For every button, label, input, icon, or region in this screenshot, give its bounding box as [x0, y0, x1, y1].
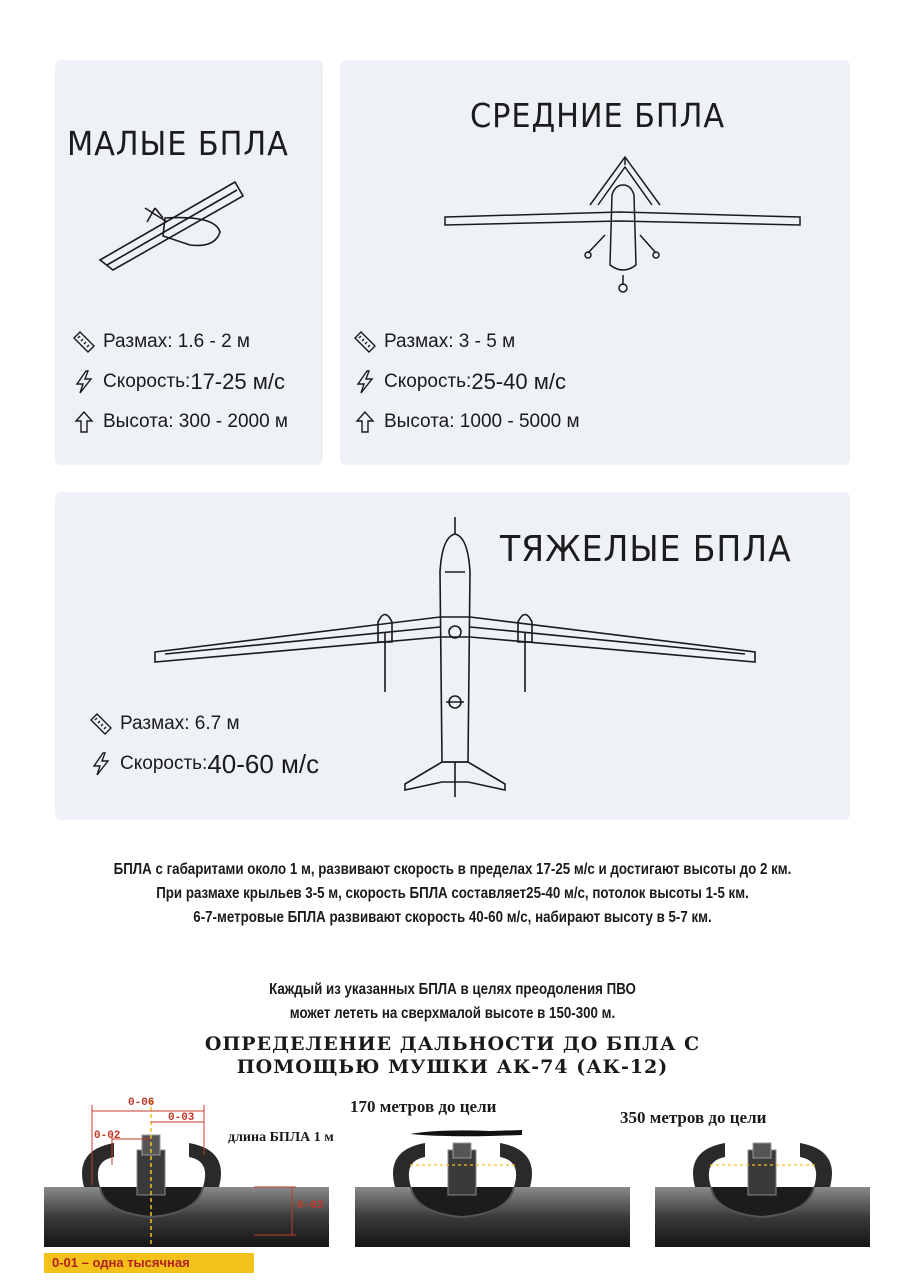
medium-uav-drawing [440, 155, 805, 300]
mark-003-top: 0-03 [168, 1112, 195, 1124]
specs-small [71, 322, 288, 442]
ruler-icon [71, 329, 97, 355]
lightning-icon [88, 751, 114, 777]
spec-altitude [71, 402, 288, 442]
title-heavy-uav: ТЯЖЕЛЫЕ БПЛА [500, 529, 792, 570]
card-small-uav [55, 60, 323, 465]
range-title-line-1: ОПРЕДЕЛЕНИЕ ДАЛЬНОСТИ ДО БПЛА С [204, 1033, 701, 1055]
mark-006: 0-06 [128, 1097, 155, 1109]
speed-label: Скорость: [120, 753, 208, 774]
altitude-text: Высота: 300 - 2000 м [103, 411, 288, 432]
front-sight-diagram-170 [355, 1135, 630, 1255]
ruler-icon [352, 329, 378, 355]
note-line-1: Каждый из указанных БПЛА в целях преодоления ПВО [269, 981, 636, 998]
small-uav-drawing [95, 170, 245, 280]
altitude-text: Высота: 1000 - 5000 м [384, 411, 580, 432]
description-line-3: 6-7-метровые БПЛА развивают скорость 40-60 м/с, набирают высоту в 5-7 км. [193, 909, 712, 926]
uav-silhouette-icon [410, 1125, 525, 1141]
arrow-up-icon [71, 409, 97, 435]
span-text: Размах: 6.7 м [120, 713, 240, 734]
specs-medium [352, 322, 580, 442]
title-medium-uav: СРЕДНИЕ БПЛА [470, 96, 726, 135]
speed-value: 40-60 м/с [207, 748, 320, 779]
caption-350m: 350 метров до цели [620, 1108, 767, 1127]
spec-span [71, 322, 288, 362]
spec-span [88, 704, 319, 744]
spec-altitude [352, 402, 580, 442]
arrow-up-icon [352, 409, 378, 435]
ruler-icon [88, 711, 114, 737]
note-block [0, 978, 905, 1026]
span-text: Размах: 3 - 5 м [384, 331, 516, 352]
spec-speed [88, 744, 319, 784]
spec-speed [352, 362, 580, 402]
note-line-2: может лететь на сверхмалой высоте в 150-300 м. [289, 1005, 616, 1022]
spec-speed [71, 362, 288, 402]
card-medium-uav [340, 60, 850, 465]
specs-heavy [88, 704, 319, 784]
speed-label: Скорость: [103, 371, 191, 392]
caption-170m: 170 метров до цели [350, 1097, 497, 1116]
range-section-title [0, 1033, 905, 1079]
caption-uav-length: длина БПЛА 1 м [228, 1130, 334, 1145]
front-sight-diagram-350 [655, 1135, 870, 1255]
mark-002: 0-02 [94, 1130, 121, 1142]
description-line-2: При размахе крыльев 3-5 м, скорость БПЛА составляет25-40 м/с, потолок высоты 1-5 км. [156, 885, 749, 902]
spec-span [352, 322, 580, 362]
title-small-uav: МАЛЫЕ БПЛА [67, 124, 289, 163]
lightning-icon [71, 369, 97, 395]
description-block [0, 858, 905, 930]
span-text: Размах: 1.6 - 2 м [103, 331, 250, 352]
speed-label: Скорость: [384, 371, 472, 392]
mark-003-side: 0-03 [297, 1200, 324, 1212]
range-title-line-2: ПОМОЩЬЮ МУШКИ АК-74 (АК-12) [236, 1056, 669, 1078]
mil-legend: 0-01 – одна тысячная [44, 1253, 254, 1273]
speed-value: 17-25 м/с [190, 369, 285, 394]
card-heavy-uav [55, 492, 850, 820]
description-line-1: БПЛА с габаритами около 1 м, развивают скорость в пределах 17-25 м/с и достигают высоты до 2 км. [113, 861, 792, 878]
lightning-icon [352, 369, 378, 395]
speed-value: 25-40 м/с [471, 369, 566, 394]
